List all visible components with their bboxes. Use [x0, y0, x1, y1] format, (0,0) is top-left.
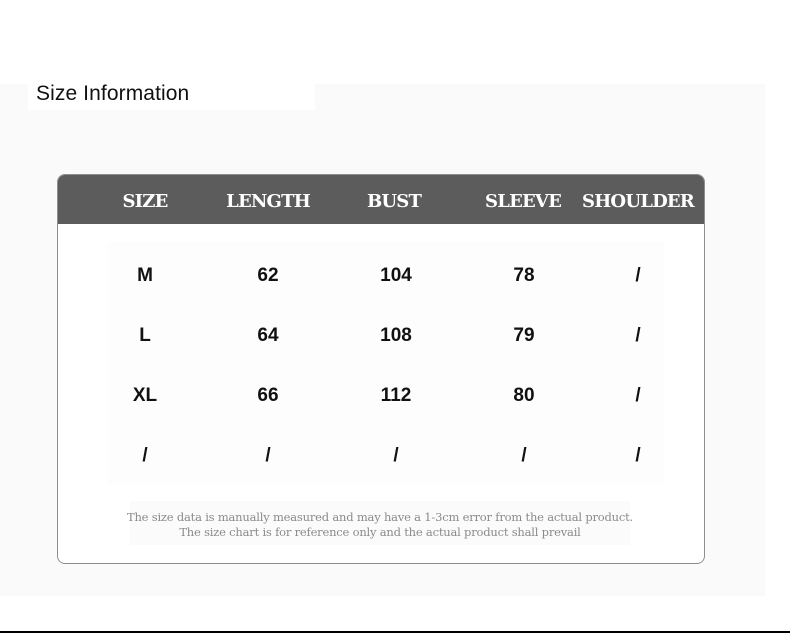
table-cell: 79 [513, 325, 535, 346]
disclaimer-line-1: The size data is manually measured and may have a 1-3cm error from the actual product. [127, 510, 633, 524]
table-cell: XL [132, 385, 158, 406]
table-cell: 78 [513, 265, 535, 286]
table-cell: / [635, 265, 641, 286]
table-cell: 64 [257, 325, 279, 346]
header-bust: BUST [366, 191, 422, 212]
table-cell: / [635, 385, 641, 406]
table-cell: 112 [380, 385, 412, 406]
table-cell: 80 [513, 385, 535, 406]
header-length: LENGTH [226, 191, 310, 212]
table-cell: 66 [257, 385, 279, 406]
table-cell: 108 [380, 325, 412, 346]
table-cell: / [521, 445, 527, 466]
page-title: Size Information [36, 82, 190, 105]
disclaimer [127, 501, 633, 545]
table-cell: / [635, 445, 641, 466]
table-header [58, 175, 704, 224]
table-cell: M [137, 265, 153, 286]
size-chart-card [57, 174, 705, 564]
table-cell: / [393, 445, 399, 466]
table-cell: / [265, 445, 271, 466]
table-cell: 62 [257, 265, 279, 286]
disclaimer-line-2: The size chart is for reference only and the actual product shall prevail [179, 525, 581, 539]
header-sleeve: SLEEVE [485, 191, 561, 212]
header-shoulder: SHOULDER [582, 191, 694, 212]
table-cell: / [635, 325, 641, 346]
table-cell: L [139, 325, 151, 346]
header-size: SIZE [122, 191, 168, 212]
table-cell: / [142, 445, 148, 466]
table-cell: 104 [380, 265, 412, 286]
